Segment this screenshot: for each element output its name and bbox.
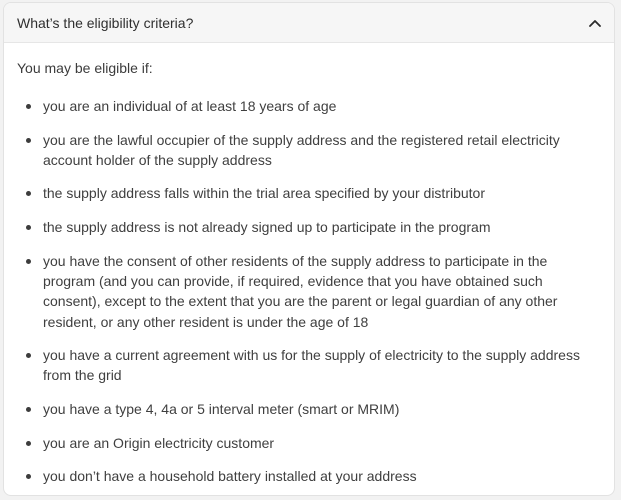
criteria-list (17, 96, 596, 487)
criteria-text: you are an Origin electricity customer (43, 434, 275, 451)
list-item (17, 345, 596, 386)
list-item (17, 183, 596, 203)
bullet-icon (26, 225, 31, 230)
bullet-icon (26, 353, 31, 358)
list-item (17, 399, 596, 419)
criteria-text: you have a type 4, 4a or 5 interval meter (smart or MRIM) (43, 401, 400, 418)
bullet-icon (26, 104, 31, 109)
criteria-text: the supply address falls within the trial area specified by your distributor (43, 185, 485, 202)
criteria-text: you are the lawful occupier of the supply address and the registered retail electricity account holder of the supply address (43, 131, 560, 168)
list-item (17, 433, 596, 453)
bullet-icon (26, 441, 31, 446)
bullet-icon (26, 474, 31, 479)
criteria-text: you have the consent of other residents of the supply address to participate in the program (and you can provide, if required, evidence that you have obtained such consent), except to the extent that you are the parent or legal guardian of any other resident, or any other resident is under the age of 18 (43, 252, 558, 330)
eligibility-accordion (3, 2, 615, 496)
eligibility-intro: You may be eligible if: (17, 60, 153, 76)
bullet-icon (26, 138, 31, 143)
accordion-content (4, 43, 614, 487)
criteria-text: you don’t have a household battery installed at your address (43, 468, 417, 485)
bullet-icon (26, 191, 31, 196)
list-item (17, 251, 596, 332)
list-item (17, 130, 596, 171)
list-item (17, 96, 596, 116)
criteria-text: you are an individual of at least 18 years of age (43, 98, 337, 114)
list-item (17, 466, 596, 486)
criteria-text: you have a current agreement with us for the supply of electricity to the supply address from the grid (43, 347, 580, 384)
chevron-up-icon[interactable] (588, 16, 602, 30)
bullet-icon (26, 259, 31, 264)
list-item (17, 217, 596, 237)
accordion-title: What’s the eligibility criteria? (17, 14, 194, 31)
accordion-header[interactable] (4, 3, 614, 43)
criteria-text: the supply address is not already signed up to participate in the program (43, 219, 491, 236)
bullet-icon (26, 407, 31, 412)
